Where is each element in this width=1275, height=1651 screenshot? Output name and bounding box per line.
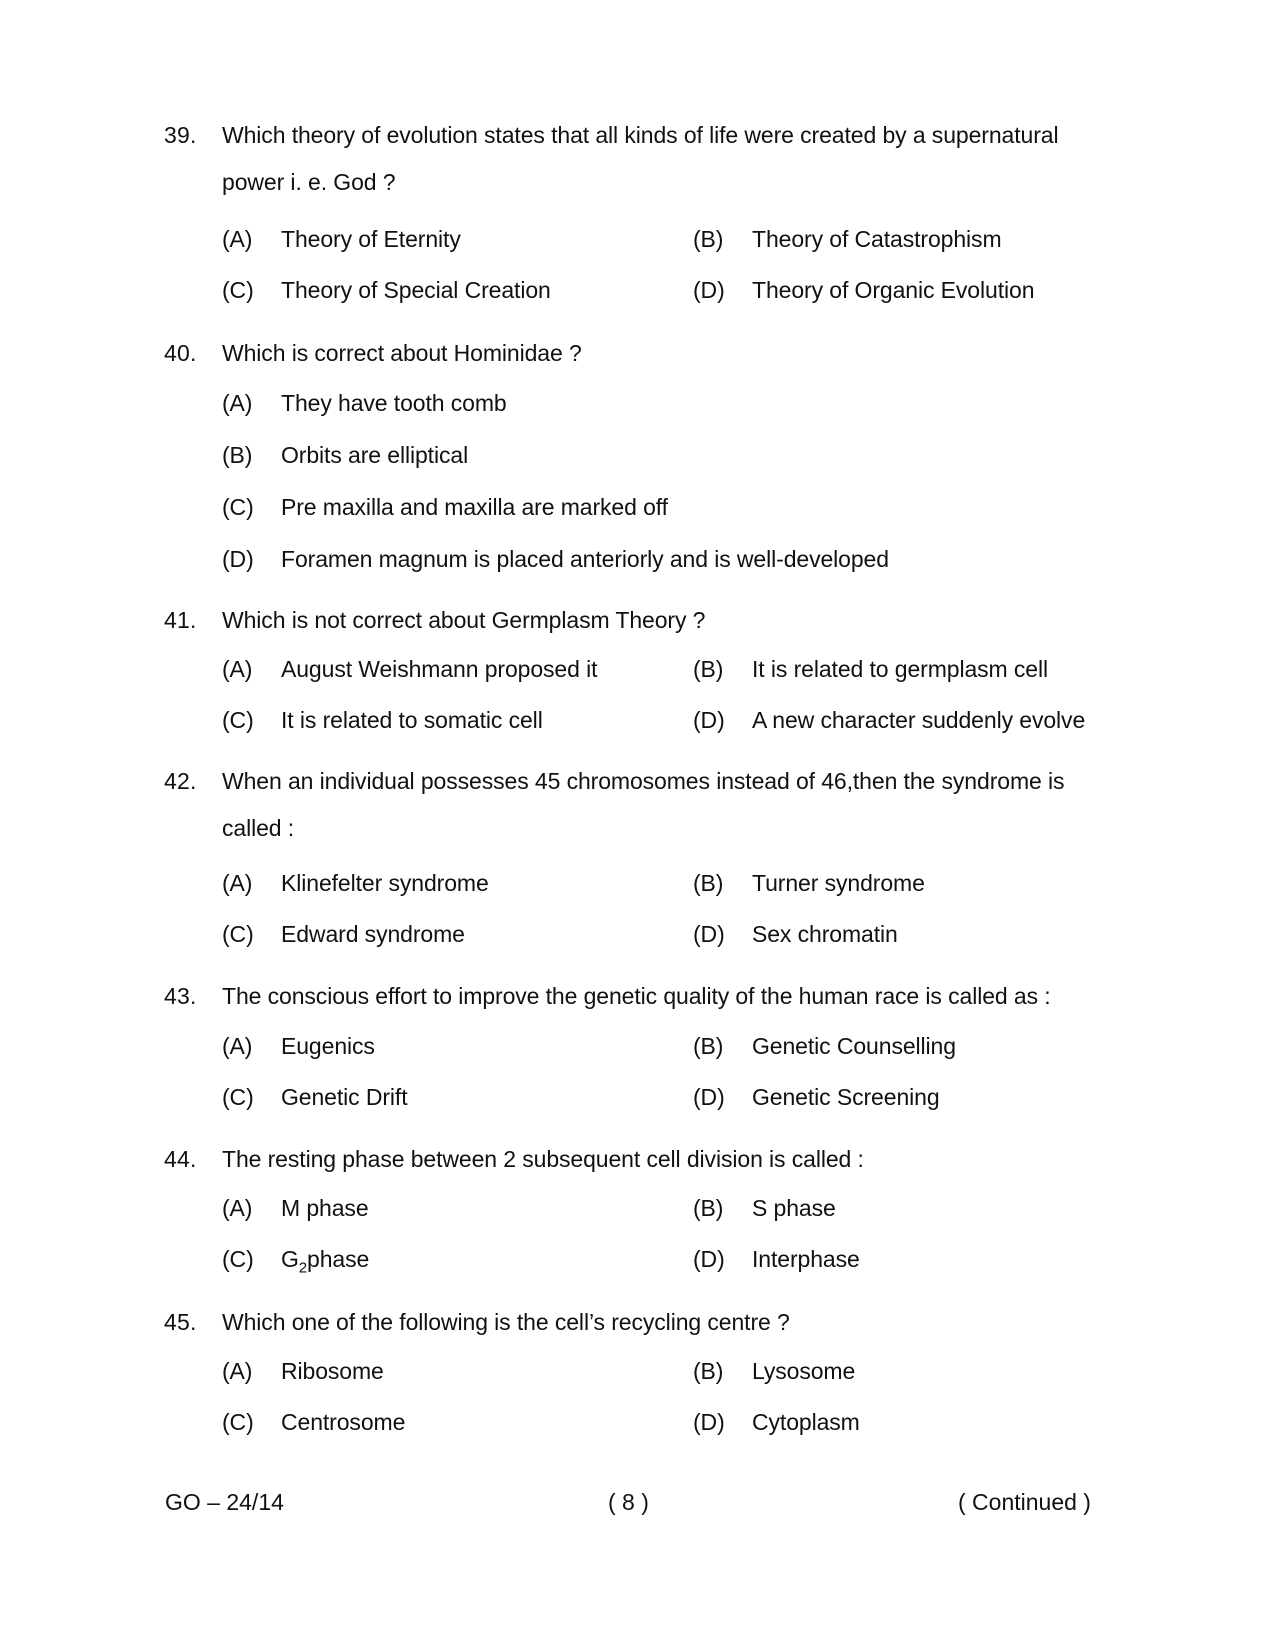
option-text: Edward syndrome — [281, 921, 465, 947]
option-label: (A) — [222, 390, 253, 416]
option-label: (A) — [222, 1358, 253, 1384]
option-label: (A) — [222, 1033, 253, 1059]
subscript-2: 2 — [298, 1259, 308, 1277]
option-label: (D) — [222, 546, 254, 572]
booklet-code: GO – 24/14 — [165, 1489, 284, 1515]
option-text: Eugenics — [281, 1033, 375, 1059]
option-label: (C) — [222, 494, 254, 520]
option-text: It is related to somatic cell — [281, 707, 543, 733]
option-label: (B) — [693, 1033, 724, 1059]
option-text: Genetic Counselling — [752, 1033, 956, 1059]
option-text — [281, 1244, 370, 1277]
option-text: Theory of Organic Evolution — [752, 277, 1035, 303]
question-number: 44. — [164, 1146, 197, 1172]
question-number: 39. — [164, 122, 197, 148]
option-text: Theory of Eternity — [281, 226, 461, 252]
question-text: The resting phase between 2 subsequent cell division is called : — [222, 1146, 864, 1172]
option-label: (D) — [693, 921, 725, 947]
page-number: ( 8 ) — [608, 1489, 649, 1515]
option-text: Foramen magnum is placed anteriorly and is well-developed — [281, 546, 889, 572]
question-number: 41. — [164, 607, 197, 633]
option-text: Sex chromatin — [752, 921, 898, 947]
question-number: 43. — [164, 983, 197, 1009]
option-text: Turner syndrome — [752, 870, 925, 896]
question-text: When an individual possesses 45 chromosomes instead of 46,then the syndrome is called : — [222, 768, 1065, 841]
option-text: Klinefelter syndrome — [281, 870, 489, 896]
option-label: (C) — [222, 707, 254, 733]
option-label: (B) — [693, 1195, 724, 1221]
g-symbol: G — [281, 1246, 299, 1272]
question-number: 40. — [164, 340, 197, 366]
option-label: (A) — [222, 1195, 253, 1221]
option-text: They have tooth comb — [281, 390, 507, 416]
option-label: (B) — [693, 1358, 724, 1384]
option-text: Theory of Special Creation — [281, 277, 551, 303]
option-text: Genetic Drift — [281, 1084, 408, 1110]
question-text: The conscious effort to improve the genetic quality of the human race is called as : — [222, 983, 1051, 1009]
option-label: (B) — [222, 442, 253, 468]
option-label: (C) — [222, 1084, 254, 1110]
option-text: Lysosome — [752, 1358, 856, 1384]
option-text: S phase — [752, 1195, 836, 1221]
option-text: Ribosome — [281, 1358, 384, 1384]
question-text: Which is correct about Hominidae ? — [222, 340, 582, 366]
option-label: (C) — [222, 1246, 254, 1272]
option-label: (A) — [222, 656, 253, 682]
option-text: A new character suddenly evolve — [752, 707, 1086, 733]
option-label: (B) — [693, 656, 724, 682]
option-label: (D) — [693, 277, 725, 303]
option-text: Interphase — [752, 1246, 860, 1272]
option-label: (B) — [693, 870, 724, 896]
question-text: Which one of the following is the cell’s recycling centre ? — [222, 1309, 790, 1335]
option-text: Genetic Screening — [752, 1084, 940, 1110]
question-number: 42. — [164, 768, 197, 794]
option-text: It is related to germplasm cell — [752, 656, 1049, 682]
question-text: Which is not correct about Germplasm Theory ? — [222, 607, 706, 633]
option-label: (A) — [222, 226, 253, 252]
option-label: (C) — [222, 921, 254, 947]
option-label: (D) — [693, 1246, 725, 1272]
option-text: M phase — [281, 1195, 369, 1221]
option-label: (D) — [693, 707, 725, 733]
option-text: Pre maxilla and maxilla are marked off — [281, 494, 668, 520]
continued-label: ( Continued ) — [958, 1489, 1091, 1515]
option-text: August Weishmann proposed it — [281, 656, 598, 682]
option-label: (D) — [693, 1084, 725, 1110]
question-text: Which theory of evolution states that all kinds of life were created by a supernatural power i. e. God ? — [222, 122, 1059, 195]
option-text: Theory of Catastrophism — [752, 226, 1002, 252]
option-label: (D) — [693, 1409, 725, 1435]
option-label: (C) — [222, 1409, 254, 1435]
option-text: Orbits are elliptical — [281, 442, 469, 468]
option-text: Centrosome — [281, 1409, 406, 1435]
option-label: (A) — [222, 870, 253, 896]
phase-word: phase — [307, 1246, 370, 1272]
option-label: (B) — [693, 226, 724, 252]
option-label: (C) — [222, 277, 254, 303]
option-text: Cytoplasm — [752, 1409, 860, 1435]
question-number: 45. — [164, 1309, 197, 1335]
